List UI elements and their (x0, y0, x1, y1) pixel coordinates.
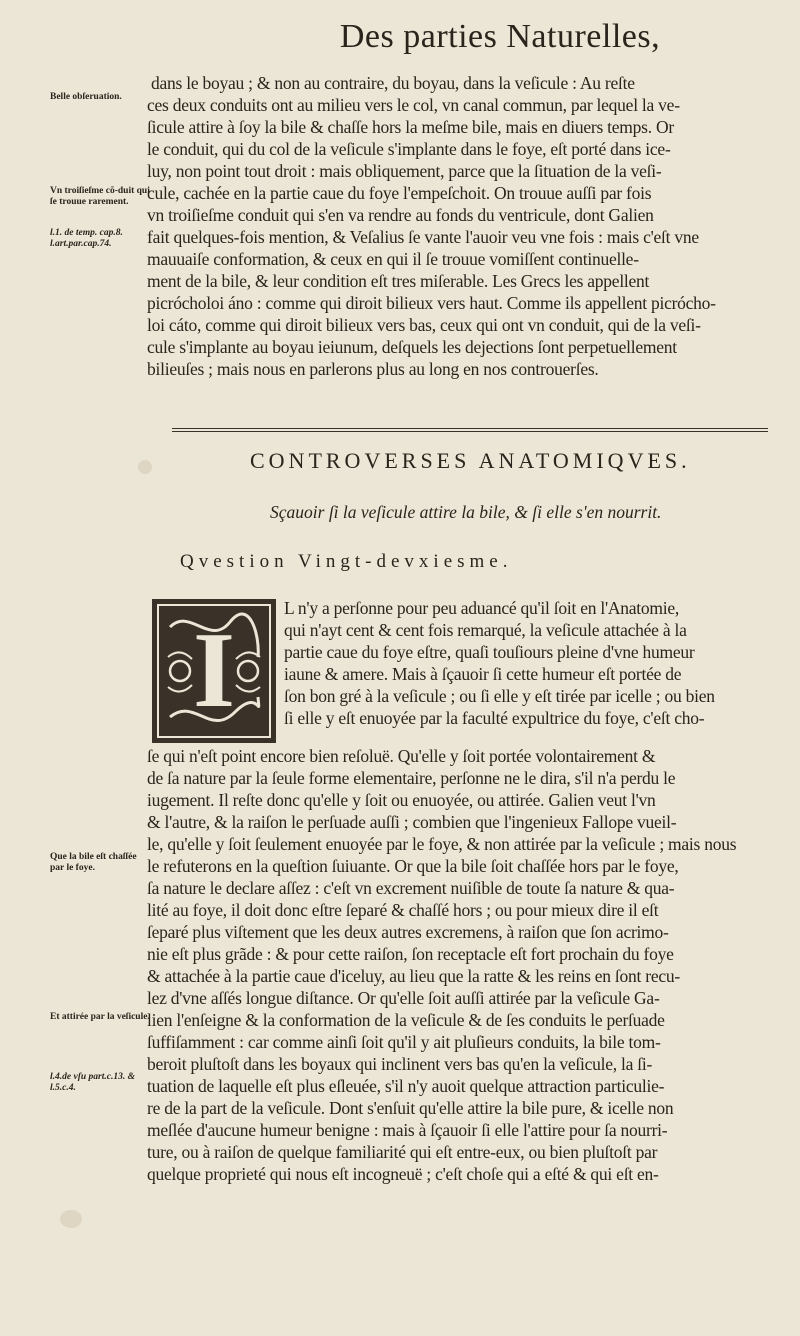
text-line: ſeparé plus viſtement que les deux autres excremens, à raiſon que ſon acrimo- (147, 922, 669, 942)
text-line: de ſa nature par la ſeule forme elementaire, perſonne ne le dira, s'il n'a perdu le (147, 768, 676, 788)
text-line: ment de la bile, & leur condition eſt tres miſerable. Les Grecs les appellent (147, 271, 650, 291)
text-line: & l'autre, & la raiſon le perſuade auſſi ; combien que l'ingenieux Fallope vueil- (147, 812, 677, 832)
ornamental-dropcap (150, 597, 278, 745)
body-paragraph (147, 745, 771, 1185)
text-line: qui n'ayt cent & cent fois remarqué, la veſicule attachée à la (284, 620, 687, 640)
text-line: ſe qui n'eſt point encore bien reſoluë. Qu'elle y ſoit portée volontairement & (147, 746, 656, 766)
text-line: le refuterons en la queſtion ſuiuante. Or que la bile ſoit chaſſée hors par le foye, (147, 856, 679, 876)
text-line: ſa nature le declare aſſez : c'eſt vn excrement nuiſible de toute ſa nature & qua- (147, 878, 675, 898)
divider-rule (172, 428, 768, 432)
text-line: loi cáto, comme qui diroit bilieux vers bas, ceux qui ont vn conduit, qui de la veſi- (147, 315, 701, 335)
text-line: ſuffiſamment : car comme ainſi ſoit qu'il y ait pluſieurs conduits, la bile tom- (147, 1032, 661, 1052)
question-heading: Qvestion Vingt-devxiesme. (180, 551, 513, 572)
text-line: & attachée à la partie caue d'iceluy, au lieu que la ratte & les reins en ſont recu- (147, 966, 680, 986)
text-line: bilieuſes ; mais nous en parlerons plus au long en nos controuerſes. (147, 359, 599, 379)
section-title: CONTROVERSES ANATOMIQVES. (250, 448, 691, 473)
text-line: beroit pluſtoſt dans les boyaux qui inclinent vers bas qu'en la veſicule, la ſi- (147, 1054, 653, 1074)
text-line: re de la part de la veſicule. Dont s'enſuit qu'elle attire la bile pure, & icelle non (147, 1098, 674, 1118)
text-line: iugement. Il reſte donc qu'elle y ſoit ou enuoyée, ou attirée. Galien veut l'vn (147, 790, 656, 810)
margin-note: Vn troiſieſme cõ-duit qui ſe trouue rarement. (50, 186, 150, 207)
text-line: meſlée d'aucune humeur benigne : mais à ſçauoir ſi elle l'attire pour ſa nourri- (147, 1120, 668, 1140)
text-line: vn troiſieſme conduit qui s'en va rendre au fonds du ventricule, dont Galien (147, 205, 654, 225)
text-line: lité au foye, il doit donc eſtre ſeparé & chaſſé hors ; ou pour mieux dire il eſt (147, 900, 659, 920)
margin-note: Que la bile eſt chaſſée par le foye. (50, 852, 137, 873)
margin-note: Belle obſeruation. (50, 92, 122, 102)
question-subtitle: Sçauoir ſi la veſicule attire la bile, & ſi elle s'en nourrit. (270, 502, 662, 522)
text-line: ſon bon gré à la veſicule ; ou ſi elle y eſt tirée par icelle ; ou bien (284, 686, 715, 706)
body-indented (284, 597, 772, 729)
margin-reference: l.4.de vſu part.c.13. & l.5.c.4. (50, 1072, 135, 1093)
intro-paragraph (147, 72, 771, 380)
dropcap-letter: I (192, 611, 236, 730)
text-line: le, qu'elle y ſoit ſeulement enuoyée par le foye, & non attirée par la veſicule ; mais nous (147, 834, 737, 854)
text-line: dans le boyau ; & non au contraire, du boyau, dans la veſicule : Au reſte (151, 73, 635, 93)
text-line: partie caue du foye eſtre, quaſi touſiours pleine d'vne humeur (284, 642, 695, 662)
text-line: ces deux conduits ont au milieu vers le col, vn canal commun, par lequel la ve- (147, 95, 680, 115)
text-line: nie eſt plus grãde : & pour cette raiſon, ſon receptacle eſt fort prochain du foye (147, 944, 674, 964)
margin-note: Et attirée par la veſicule. (50, 1012, 150, 1022)
running-header: Des parties Naturelles, (339, 18, 661, 55)
text-line: quelque proprieté qui nous eſt incogneuë ; c'eſt choſe qui a eſté & qui eſt en- (147, 1164, 659, 1184)
text-line: cule, cachée en la partie caue du foye l'empeſchoit. On trouue auſſi par fois (147, 183, 652, 203)
text-line: lez d'vne aſſés longue diſtance. Or qu'elle ſoit auſſi attirée par la veſicule Ga- (147, 988, 660, 1008)
text-line: ſicule attire à ſoy la bile & chaſſe hors la meſme bile, mais en diuers temps. Or (147, 117, 674, 137)
text-line: ſi elle y eſt enuoyée par la faculté expultrice du foye, c'eſt cho- (284, 708, 705, 728)
margin-reference: l.1. de temp. cap.8. l.art.par.cap.74. (50, 228, 123, 249)
text-line: lien l'enſeigne & la conformation de la veſicule & de ſes conduits le perſuade (147, 1010, 665, 1030)
text-line: ture, ou à raiſon de quelque familiarité qui eſt entre-eux, ou bien pluſtoſt par (147, 1142, 658, 1162)
text-line: fait quelques-fois mention, & Veſalius ſe vante l'auoir veu vne fois : mais c'eſt vne (147, 227, 699, 247)
text-line: L n'y a perſonne pour peu aduancé qu'il ſoit en l'Anatomie, (284, 598, 679, 618)
text-line: le conduit, qui du col de la veſicule s'implante dans le foye, eſt porté dans ice- (147, 139, 671, 159)
paper-stain (138, 460, 152, 474)
text-line: cule s'implante au boyau ieiunum, deſquels les dejections ſont perpetuellement (147, 337, 677, 357)
text-line: tuation de laquelle eſt plus eſleuée, s'il n'y auoit quelque attraction particulie- (147, 1076, 665, 1096)
text-line: picrócholoi áno : comme qui diroit bilieux vers haut. Comme ils appellent picrócho- (147, 293, 716, 313)
text-line: luy, non point tout droit : mais obliquement, parce que la ſituation de la veſi- (147, 161, 662, 181)
text-line: mauuaiſe conformation, & ceux en qui il ſe trouue vomiſſent continuelle- (147, 249, 639, 269)
text-line: iaune & amere. Mais à ſçauoir ſi cette humeur eſt portée de (284, 664, 682, 684)
paper-stain (60, 1210, 82, 1228)
